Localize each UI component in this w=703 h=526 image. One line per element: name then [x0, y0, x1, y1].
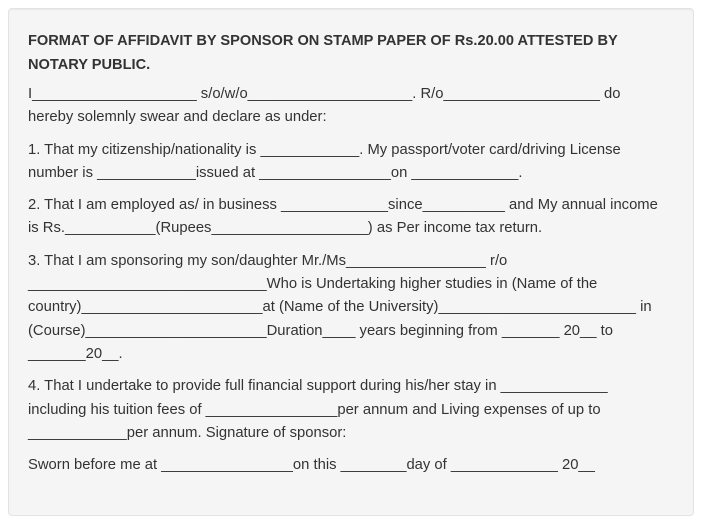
- text-line: number is ____________issued at ________________on _____________.: [28, 164, 523, 181]
- text-line: is Rs.___________(Rupees___________________) as Per income tax return.: [28, 220, 543, 237]
- text-line: (Course)______________________Duration____ years beginning from _______ 20__ to: [28, 322, 613, 339]
- clause-2-paragraph: [28, 194, 675, 241]
- affidavit-title: [28, 29, 675, 77]
- text-line: country)______________________at (Name of the University)________________________ in: [28, 299, 652, 316]
- text-line: 4. That I undertake to provide full financial support during his/her stay in _____________: [28, 378, 608, 395]
- text-line: 3. That I am sponsoring my son/daughter Mr./Ms_________________ r/o: [28, 252, 508, 269]
- text-line: 1. That my citizenship/nationality is ____________. My passport/voter card/driving License: [28, 141, 621, 158]
- clause-1-paragraph: [28, 139, 675, 186]
- intro-paragraph: [28, 83, 675, 130]
- title-line: FORMAT OF AFFIDAVIT BY SPONSOR ON STAMP PAPER OF Rs.20.00 ATTESTED BY: [28, 33, 618, 49]
- text-line: _____________________________Who is Undertaking higher studies in (Name of the: [28, 276, 598, 293]
- clause-3-paragraph: [28, 250, 675, 366]
- text-line: _______20__.: [28, 345, 123, 362]
- affidavit-card: [8, 8, 694, 516]
- text-line: Sworn before me at ________________on this ________day of _____________ 20__: [28, 457, 595, 474]
- text-line: including his tuition fees of ________________per annum and Living expenses of up to: [28, 401, 601, 418]
- sworn-paragraph: [28, 454, 675, 477]
- text-line: I____________________ s/o/w/o____________________. R/o___________________ do: [28, 86, 621, 102]
- text-line: ____________per annum. Signature of sponsor:: [28, 424, 347, 441]
- text-line: hereby solemnly swear and declare as under:: [28, 109, 327, 126]
- clause-4-paragraph: [28, 375, 675, 445]
- title-line: NOTARY PUBLIC.: [28, 57, 151, 73]
- text-line: 2. That I am employed as/ in business _____________since__________ and My annual income: [28, 197, 658, 214]
